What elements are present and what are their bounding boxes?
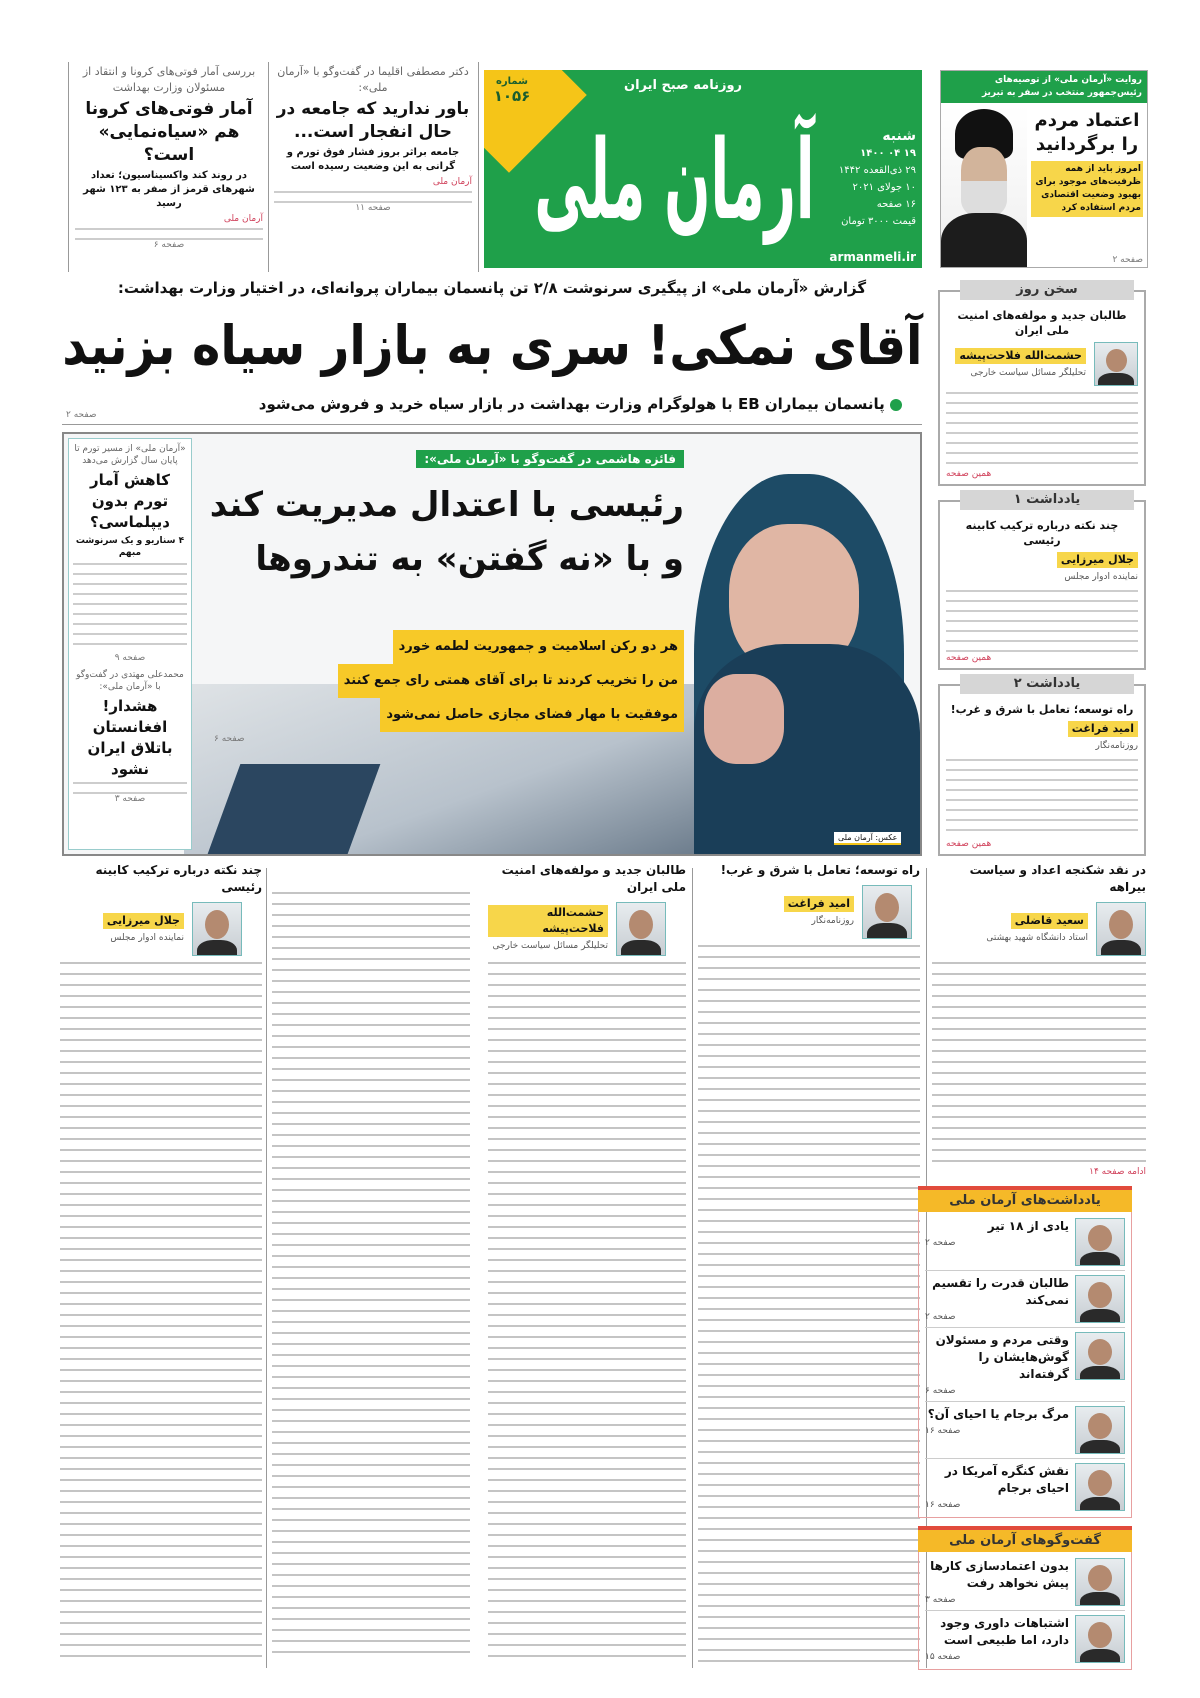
website-link[interactable]: armanmeli.ir bbox=[829, 250, 916, 264]
author-role: تحلیلگر مسائل سیاست خارجی bbox=[970, 368, 1086, 378]
article-column[interactable] bbox=[60, 862, 262, 1662]
day: شنبه bbox=[882, 128, 916, 144]
author-photo bbox=[616, 902, 666, 956]
inner-body bbox=[73, 782, 187, 794]
author-photo bbox=[1075, 1218, 1125, 1266]
page-ref: صفحه ۲ bbox=[925, 1312, 956, 1322]
author-role: استاد دانشگاه شهید بهشتی bbox=[986, 933, 1088, 943]
masthead bbox=[484, 70, 922, 268]
teaser-eghlima[interactable] bbox=[274, 64, 472, 274]
list-item[interactable] bbox=[925, 1328, 1125, 1402]
author-photo bbox=[1096, 902, 1146, 956]
inner-headline[interactable]: هشدار! افغانستان باتلاق ایران نشود bbox=[87, 697, 173, 778]
list-item[interactable] bbox=[925, 1611, 1125, 1667]
author-photo bbox=[1075, 1463, 1125, 1511]
list-item-title: طالبان قدرت را تقسیم نمی‌کند bbox=[932, 1276, 1069, 1307]
article-column[interactable] bbox=[932, 862, 1146, 1178]
article-column[interactable] bbox=[272, 862, 686, 1662]
article-title: راه توسعه؛ تعامل با شرق و غرب! bbox=[720, 863, 920, 877]
page-ref: صفحه ۶ bbox=[925, 1386, 956, 1396]
article-body bbox=[698, 945, 920, 1662]
issue-label: شماره bbox=[496, 76, 528, 87]
notes-header: یادداشت‌های آرمان ملی bbox=[918, 1186, 1132, 1212]
inner-headline[interactable]: کاهش آمار تورم بدون دیپلماسی؟ bbox=[90, 471, 170, 531]
author-photo bbox=[192, 902, 242, 956]
teaser-headline: آمار فوتی‌های کرونا هم «سیاه‌نمایی» است؟ bbox=[85, 99, 253, 165]
raisi-story[interactable] bbox=[940, 70, 1148, 268]
raisi-quote: امروز باید از همه ظرفیت‌های موجود برای بهبود وضعیت اقتصادی مردم استفاده کرد bbox=[1031, 161, 1143, 217]
interview-quote: من را تخریب کردند تا برای آقای همتی رای جمع کنند bbox=[338, 664, 684, 698]
notes-list bbox=[918, 1212, 1132, 1518]
note-title: راه توسعه؛ تعامل با شرق و غرب! bbox=[950, 703, 1134, 716]
more-link[interactable]: همین صفحه bbox=[946, 839, 992, 849]
list-item-title: وقتی مردم و مسئولان گوش‌هایشان را گرفته‌اند bbox=[935, 1333, 1069, 1381]
list-item[interactable] bbox=[925, 1402, 1125, 1459]
section-header: یادداشت ۱ bbox=[960, 490, 1134, 510]
more-link[interactable]: همین صفحه bbox=[946, 469, 992, 479]
page-ref: صفحه ۹ bbox=[114, 653, 146, 663]
author-photo bbox=[1075, 1406, 1125, 1454]
bullet-icon bbox=[890, 399, 902, 411]
page-ref: صفحه ۲ bbox=[1112, 255, 1143, 265]
list-item-title: مرگ برجام یا احیای آن؟ bbox=[927, 1407, 1069, 1421]
inner-sub: ۴ سناریو و یک سرنوشت مبهم bbox=[75, 536, 185, 558]
note-body bbox=[946, 392, 1138, 468]
list-item[interactable] bbox=[925, 1554, 1125, 1611]
teaser-kicker: دکتر مصطفی اقلیما در گفت‌وگو با «آرمان ملی»: bbox=[277, 65, 469, 94]
article-title: طالبان جدید و مولفه‌های امنیت ملی ایران bbox=[501, 863, 686, 894]
teaser-sub: جامعه براثر بروز فشار فوق تورم و گرانی به این وضعیت رسیده است bbox=[286, 147, 460, 172]
inner-kicker: «آرمان ملی» از مسیر تورم تا پایان سال گزارش می‌دهد bbox=[74, 444, 186, 466]
raisi-kicker: روایت «آرمان ملی» از توصیه‌های رئیس‌جمهور منتخب در سفر به تبریز bbox=[941, 71, 1147, 103]
note-body bbox=[946, 590, 1138, 652]
inner-kicker: محمدعلی مهتدی در گفت‌وگو با «آرمان ملی»: bbox=[76, 670, 184, 692]
author-role: روزنامه‌نگار bbox=[1095, 741, 1138, 751]
continue-link[interactable]: ادامه صفحه ۱۴ bbox=[1089, 1167, 1146, 1177]
note-title: چند نکته درباره ترکیب کابینه رئیسی bbox=[965, 519, 1119, 547]
author-name: حشمت‌الله فلاحت‌پیشه bbox=[488, 905, 608, 937]
sidebar-item-sokhan-rooz[interactable] bbox=[938, 282, 1146, 486]
sidebar-item-note-2[interactable] bbox=[938, 676, 1146, 856]
page-count: ۱۶ صفحه bbox=[876, 199, 916, 210]
list-item[interactable] bbox=[925, 1271, 1125, 1328]
page-ref: صفحه ۱۶ bbox=[925, 1426, 961, 1436]
interview-box[interactable] bbox=[62, 432, 922, 856]
page-ref: صفحه ۶ bbox=[153, 240, 185, 250]
page-ref: صفحه ۲ bbox=[925, 1238, 956, 1248]
lead-sub bbox=[130, 394, 902, 414]
more-link[interactable]: همین صفحه bbox=[946, 653, 992, 663]
photo-caption: عکس: آرمان ملی bbox=[834, 832, 901, 845]
date: ۱۹ ۰۴ ۱۴۰۰ bbox=[860, 148, 916, 159]
page-ref: صفحه ۶ bbox=[214, 734, 245, 744]
note-title: طالبان جدید و مولفه‌های امنیت ملی ایران bbox=[957, 309, 1127, 337]
author-role: تحلیلگر مسائل سیاست خارجی bbox=[492, 941, 608, 951]
article-body bbox=[932, 962, 1146, 1162]
teaser-sub: در روند کند واکسیناسیون؛ تعداد شهرهای قرمز از صفر به ۱۲۳ شهر رسید bbox=[83, 170, 255, 209]
author-photo bbox=[1075, 1332, 1125, 1380]
author-photo bbox=[862, 885, 912, 939]
lead-kicker: گزارش «آرمان ملی» از پیگیری سرنوشت ۲/۸ تن پانسمان بیماران پروانه‌ای، در اختیار وزارت بهداشت: bbox=[117, 279, 867, 297]
article-body bbox=[60, 962, 262, 1662]
issue-number: ۱۰۵۶ bbox=[493, 87, 531, 105]
sidebar-item-note-1[interactable] bbox=[938, 492, 1146, 670]
author-name: حشمت‌الله فلاحت‌پیشه bbox=[955, 348, 1086, 364]
teaser-lead: آرمان ملی bbox=[432, 177, 472, 187]
author-photo bbox=[1075, 1275, 1125, 1323]
list-item[interactable] bbox=[925, 1459, 1125, 1515]
talks-list bbox=[918, 1552, 1132, 1670]
tagline: روزنامه صبح ایران bbox=[624, 78, 743, 93]
raisi-photo bbox=[941, 105, 1027, 268]
list-item-title: بدون اعتمادسازی کارها پیش نخواهد رفت bbox=[930, 1559, 1069, 1590]
author-photo bbox=[1094, 342, 1138, 386]
inner-body bbox=[73, 563, 187, 653]
list-item-title: نقش کنگره آمریکا در احیای برجام bbox=[944, 1464, 1069, 1495]
author-photo bbox=[1075, 1558, 1125, 1606]
interview-quote: موفقیت با مهار فضای مجازی حاصل نمی‌شود bbox=[380, 698, 684, 732]
list-item[interactable] bbox=[925, 1214, 1125, 1271]
hijri-date: ۲۹ ذی‌القعده ۱۴۴۲ bbox=[838, 165, 916, 176]
author-name: امید فراغت bbox=[784, 896, 854, 912]
author-photo bbox=[1075, 1615, 1125, 1663]
interview-label: فائزه هاشمی در گفت‌وگو با «آرمان ملی»: bbox=[416, 450, 684, 468]
lead-headline[interactable]: آقای نمکی! سری به بازار سیاه بزنید bbox=[61, 314, 923, 377]
interview-quote: هر دو رکن اسلامیت و جمهوریت لطمه خورد bbox=[393, 630, 684, 664]
gregorian-date: ۱۰ جولای ۲۰۲۱ bbox=[852, 182, 916, 193]
talks-header: گفت‌وگوهای آرمان ملی bbox=[918, 1526, 1132, 1552]
section-header: سخن روز bbox=[960, 280, 1134, 300]
page-ref: صفحه ۱۶ bbox=[925, 1500, 961, 1510]
interview-headline-line: و با «نه گفتن» به تندروها bbox=[255, 539, 684, 579]
teaser-headline: باور ندارید که جامعه در حال انفجار است... bbox=[276, 99, 470, 142]
page-ref: صفحه ۱۵ bbox=[925, 1652, 961, 1662]
article-body bbox=[272, 892, 470, 1662]
teaser-kicker: بررسی آمار فوتی‌های کرونا و انتقاد از مسئولان وزارت بهداشت bbox=[82, 65, 256, 94]
author-role: روزنامه‌نگار bbox=[811, 916, 854, 926]
lead-sub-text: پانسمان بیماران EB با هولوگرام وزارت بهداشت در بازار سیاه خرید و فروش می‌شود bbox=[258, 395, 885, 413]
article-title: چند نکته درباره ترکیب کابینه رئیسی bbox=[95, 863, 262, 894]
raisi-headline: اعتماد مردم را برگردانید bbox=[1034, 110, 1140, 155]
article-column[interactable] bbox=[698, 862, 920, 1662]
page-ref: صفحه ۳ bbox=[114, 794, 146, 804]
interview-headline-line: رئیسی با اعتدال مدیریت کند bbox=[209, 485, 684, 525]
author-name: جلال میرزایی bbox=[103, 913, 184, 929]
teaser-lead: آرمان ملی bbox=[223, 214, 263, 224]
note-body bbox=[946, 759, 1138, 838]
article-title: در نقد شکنجه اعداد و سیاست بیراهه bbox=[969, 863, 1146, 894]
logo: آرمان ملی bbox=[533, 116, 815, 244]
author-name: امید فراغت bbox=[1068, 721, 1138, 737]
page-ref: صفحه ۲ bbox=[66, 410, 97, 420]
page-ref: صفحه ۳ bbox=[925, 1595, 956, 1605]
author-name: سعید قاضلی bbox=[1011, 913, 1088, 929]
teaser-body bbox=[274, 191, 472, 203]
list-item-title: اشتباهات داوری وجود دارد، اما طبیعی است bbox=[940, 1616, 1069, 1647]
teaser-body bbox=[75, 228, 263, 240]
list-item-title: یادی از ۱۸ تیر bbox=[987, 1219, 1069, 1233]
author-name: جلال میرزایی bbox=[1057, 552, 1138, 568]
author-role: نماینده ادوار مجلس bbox=[110, 933, 184, 943]
page-ref: صفحه ۱۱ bbox=[355, 203, 391, 213]
article-body bbox=[488, 962, 686, 1662]
price: قیمت ۳۰۰۰ تومان bbox=[841, 216, 916, 227]
author-role: نماینده ادوار مجلس bbox=[1064, 572, 1138, 582]
teaser-covid[interactable] bbox=[75, 64, 263, 274]
section-header: یادداشت ۲ bbox=[960, 674, 1134, 694]
interview-headline[interactable] bbox=[204, 478, 684, 586]
inner-column bbox=[68, 438, 192, 850]
